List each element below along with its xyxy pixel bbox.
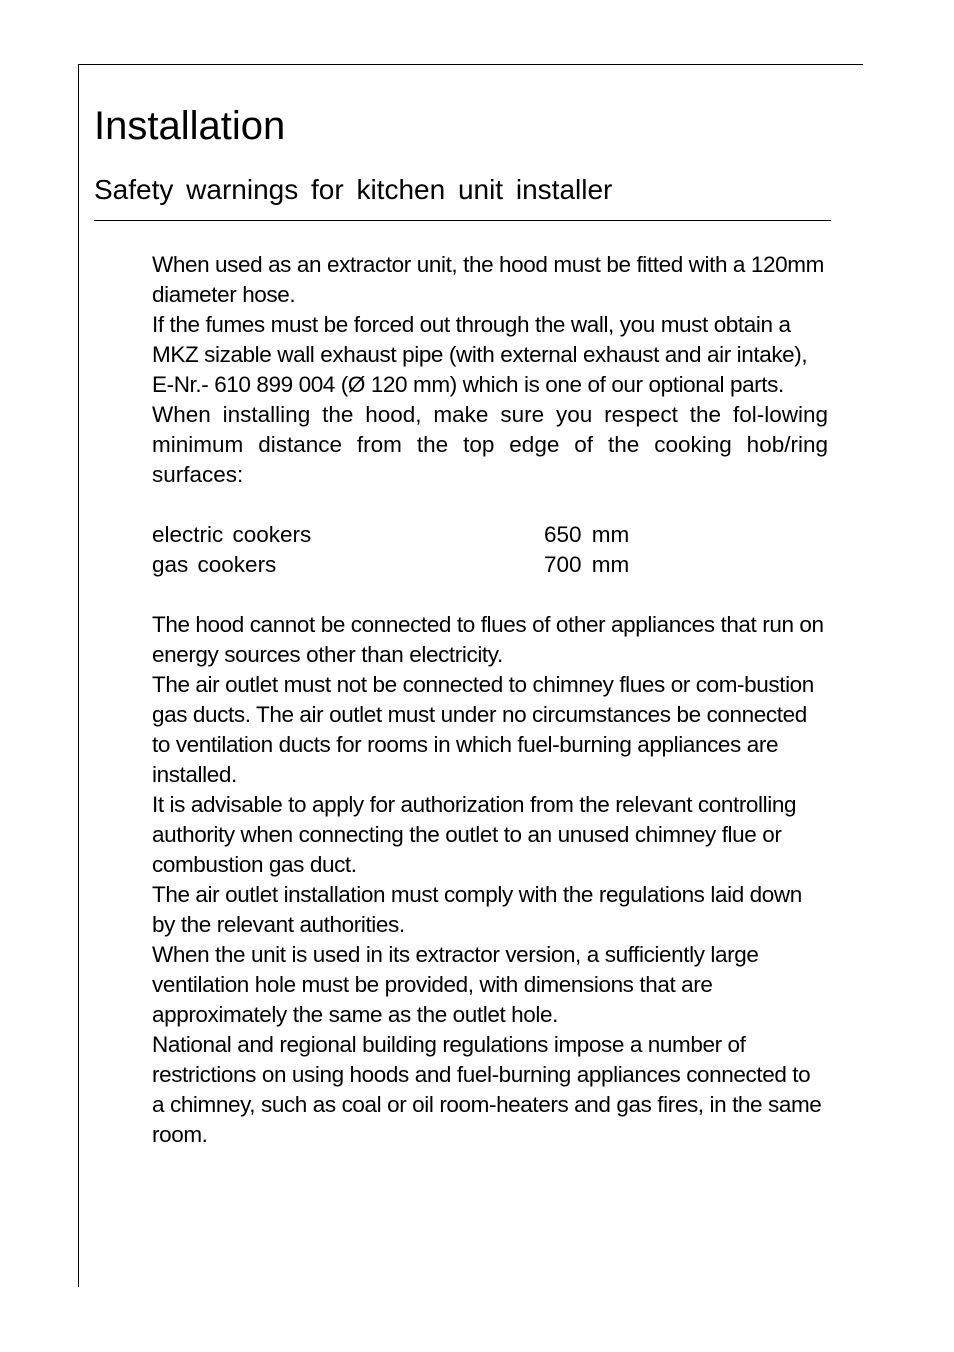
paragraph-regulations: The air outlet installation must comply with the regulations laid down by the relevant authorities. (152, 882, 802, 937)
section-subtitle: Safety warnings for kitchen unit installer (94, 174, 613, 205)
paragraph-flues: The hood cannot be connected to flues of other appliances that run on energy sources other than electricity. (152, 612, 824, 667)
paragraph-ventilation-hole: When the unit is used in its extractor version, a sufficiently large ventilation hole must be provided, with dimensions that are approximately the same as the outlet hole. (152, 942, 759, 1027)
page-frame-top-rule (78, 64, 863, 65)
distance-row-electric (152, 520, 828, 550)
distance-row-gas (152, 550, 828, 580)
distance-label: gas cookers (152, 552, 277, 577)
paragraph-wall-exhaust: If the fumes must be forced out through the wall, you must obtain a MKZ sizable wall exhaust pipe (with external exhaust and air intake), E-Nr.- 610 899 004 (Ø 120 mm) which is one of our optional parts. (152, 312, 808, 397)
subtitle-underline (94, 220, 831, 221)
spacer (152, 490, 828, 520)
paragraph-building-regulations: National and regional building regulations impose a number of restrictions on using hoods and fuel-burning appliances connected to a chimney, such as coal or oil room-heaters and gas fires, in the same room. (152, 1032, 822, 1147)
paragraph-minimum-distance: When installing the hood, make sure you respect the fol-lowing minimum distance from the top edge of the cooking hob/ring surfaces: (152, 402, 828, 487)
paragraph-hose-requirement: When used as an extractor unit, the hood must be fitted with a 120mm diameter hose. (152, 252, 824, 307)
body-text (152, 250, 828, 1150)
distance-label: electric cookers (152, 522, 312, 547)
page-title: Installation (94, 104, 286, 148)
paragraph-air-outlet: The air outlet must not be connected to chimney flues or com-bustion gas ducts. The air outlet must under no circumstances be connected to ventilation ducts for rooms in which fuel-burning appliances are installed. (152, 672, 814, 787)
distance-value: 700 mm (544, 552, 630, 577)
spacer (152, 580, 828, 610)
paragraph-authorization: It is advisable to apply for authorization from the relevant controlling authority when connecting the outlet to an unused chimney flue or combustion gas duct. (152, 792, 797, 877)
page-frame-left-rule (78, 64, 79, 1287)
distance-value: 650 mm (544, 522, 630, 547)
